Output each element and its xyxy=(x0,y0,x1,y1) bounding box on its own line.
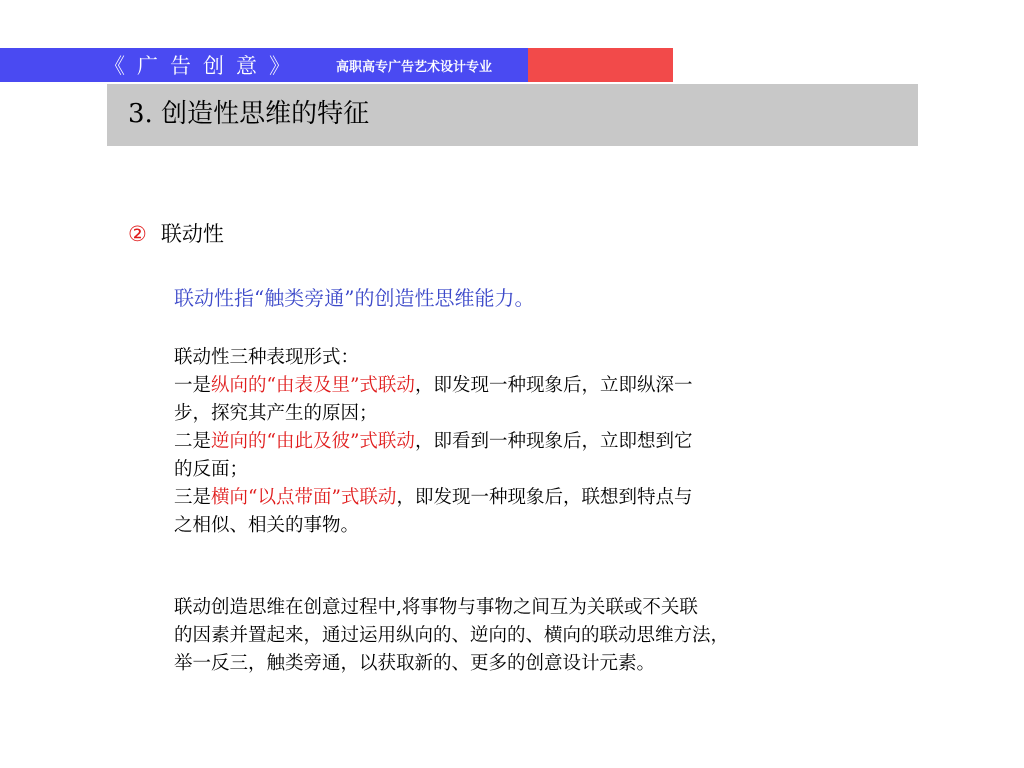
form-item-3-highlight: 横向“以点带面”式联动 xyxy=(211,487,397,508)
section-number: ② xyxy=(128,222,147,246)
form-item-3-line-1 xyxy=(174,484,934,512)
form-item-1-prefix: 一是 xyxy=(174,375,212,396)
header-red-band xyxy=(528,48,673,82)
forms-block xyxy=(174,344,934,540)
course-title: 《广告创意》 xyxy=(104,54,302,78)
section-heading-text: 联动性 xyxy=(160,222,224,246)
summary-line-3: 举一反三，触类旁通，以获取新的、更多的创意设计元素。 xyxy=(174,653,656,674)
form-item-2-prefix: 二是 xyxy=(174,431,212,452)
summary-line-1: 联动创造思维在创意过程中,将事物与事物之间互为关联或不关联 xyxy=(174,597,698,618)
form-item-3-prefix: 三是 xyxy=(174,487,212,508)
intro-sentence: 联动性指“触类旁通”的创造性思维能力。 xyxy=(174,286,535,310)
summary-line-2: 的因素并置起来，通过运用纵向的、逆向的、横向的联动思维方法， xyxy=(174,625,730,646)
form-item-2-line-1 xyxy=(174,428,934,456)
form-item-2-line-2: 的反面； xyxy=(174,459,249,480)
form-item-1-line-1 xyxy=(174,372,934,400)
form-item-3-rest: ，即发现一种现象后，联想到特点与 xyxy=(396,487,693,508)
summary-block xyxy=(174,594,934,678)
form-item-2-rest: ，即看到一种现象后，立即想到它 xyxy=(414,431,693,452)
slide-title: 3. 创造性思维的特征 xyxy=(128,99,370,129)
form-item-1-highlight: 纵向的“由表及里”式联动 xyxy=(211,375,415,396)
course-subtitle: 高职高专广告艺术设计专业 xyxy=(336,60,493,75)
forms-intro: 联动性三种表现形式： xyxy=(174,347,360,368)
form-item-1-line-2: 步，探究其产生的原因； xyxy=(174,403,378,424)
form-item-2-highlight: 逆向的“由此及彼”式联动 xyxy=(211,431,415,452)
form-item-3-line-2: 之相似、相关的事物。 xyxy=(174,515,360,536)
form-item-1-rest: ，即发现一种现象后，立即纵深一 xyxy=(414,375,693,396)
section-heading xyxy=(128,219,224,249)
